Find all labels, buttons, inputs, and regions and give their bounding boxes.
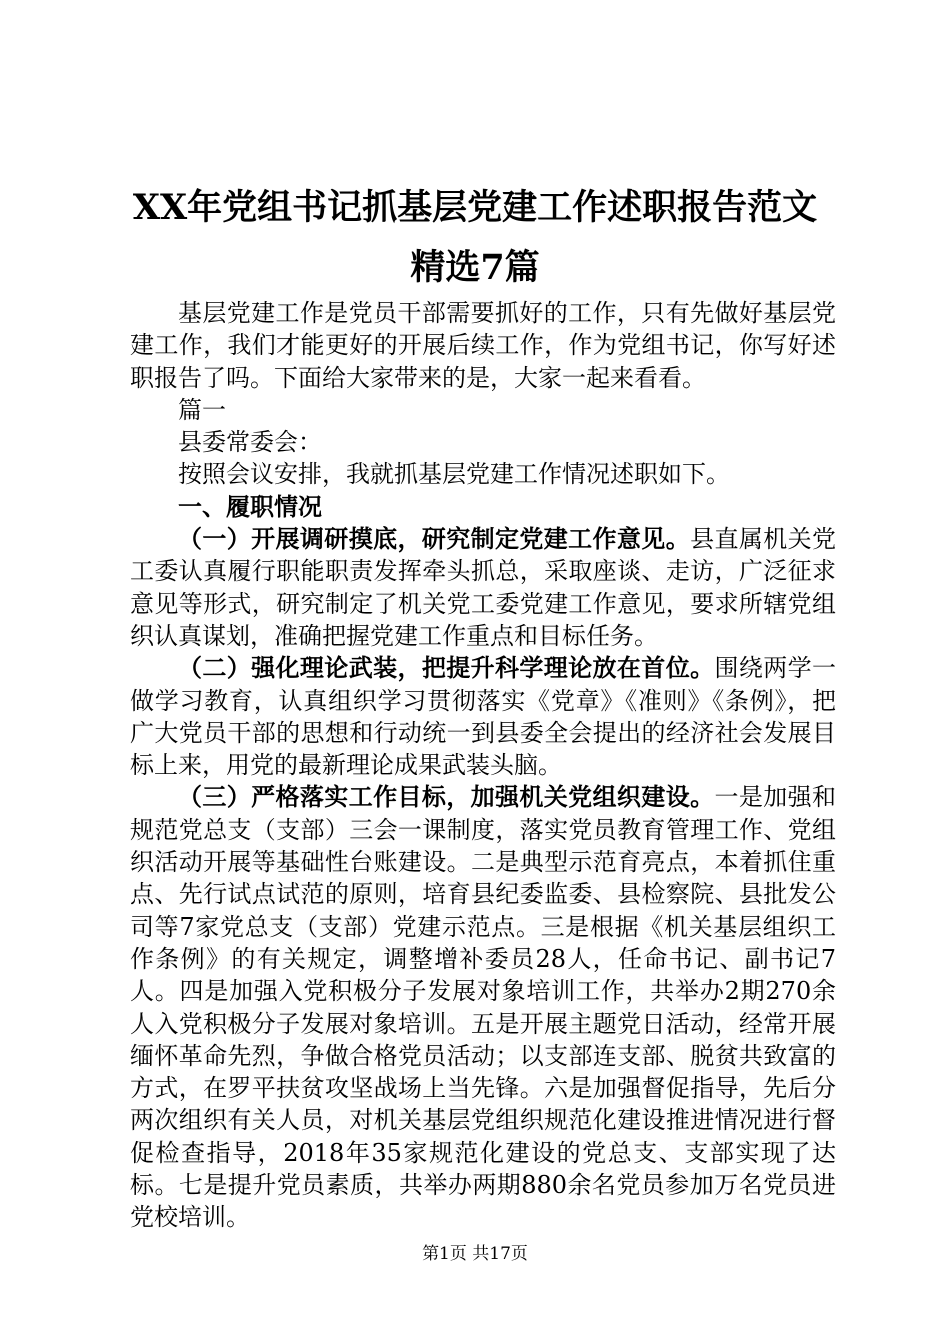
document-body [130,297,836,1234]
opening-paragraph: 按照会议安排，我就抓基层党建工作情况述职如下。 [178,460,730,489]
page-footer: 第1页 共17页 [422,1244,528,1264]
document-title-line-2: 精选7篇 [410,247,540,288]
item-3-text: 一是加强和规范党总支（支部）三会一课制度，落实党员教育管理工作、党组织活动开展等基础性台账建设。二是典型示范育亮点，本着抓住重点、先行试点试范的原则，培育县纪委监委、县检察院、县批发公司等7家党总支（支部）党建示范点。三是根据《机关基层组织工作条例》的有关规定，调整增补委员28人，任命书记、副书记7人。四是加强入党积极分子发展对象培训工作，共举办2期270余人入党积极分子发展对象培训。五是开展主题党日活动，经常开展缅怀革命先烈，争做合格党员活动；以支部连支部、脱贫共致富的方式，在罗平扶贫攻坚战场上当先锋。六是加强督促指导，先后分两次组织有关人员，对机关基层党组织规范化建设推进情况进行督促检查指导，2018年35家规范化建设的党总支、支部实现了达标。七是提升党员素质，共举办两期880余名党员参加万名党员进党校培训。 [130,783,837,1232]
intro-paragraph: 基层党建工作是党员干部需要抓好的工作，只有先做好基层党建工作，我们才能更好的开展后续工作，作为党组书记，你写好述职报告了吗。下面给大家带来的是，大家一起来看看。 [130,299,836,392]
item-2-lead: （二）强化理论武装，把提升科学理论放在首位。 [178,653,715,683]
document-title-line-1: XX年党组书记抓基层党建工作述职报告范文 [132,187,818,228]
item-3-lead: （三）严格落实工作目标，加强机关党组织建设。 [178,782,715,812]
item-paragraph-2 [130,652,836,781]
item-1-text: 县直属机关党工委认真履行职能职责发挥牵头抓总，采取座谈、走访，广泛征求意见等形式，研究制定了机关党工委党建工作意见，要求所辖党组织认真谋划，准确把握党建工作重点和目标任务。 [130,525,837,650]
item-1-lead: （一）开展调研摸底，研究制定党建工作意见。 [178,524,691,554]
item-paragraph-1 [130,523,836,652]
salutation: 县委常委会： [178,428,322,457]
item-2-text: 围绕两学一做学习教育，认真组织学习贯彻落实《党章》《准则》《条例》，把广大党员干部的思想和行动统一到县委全会提出的经济社会发展目标上来，用党的最新理论成果武装头脑。 [130,654,837,780]
section-heading: 一、履职情况 [178,491,322,521]
item-paragraph-3 [130,781,836,1233]
part-label: 篇一 [178,395,226,424]
